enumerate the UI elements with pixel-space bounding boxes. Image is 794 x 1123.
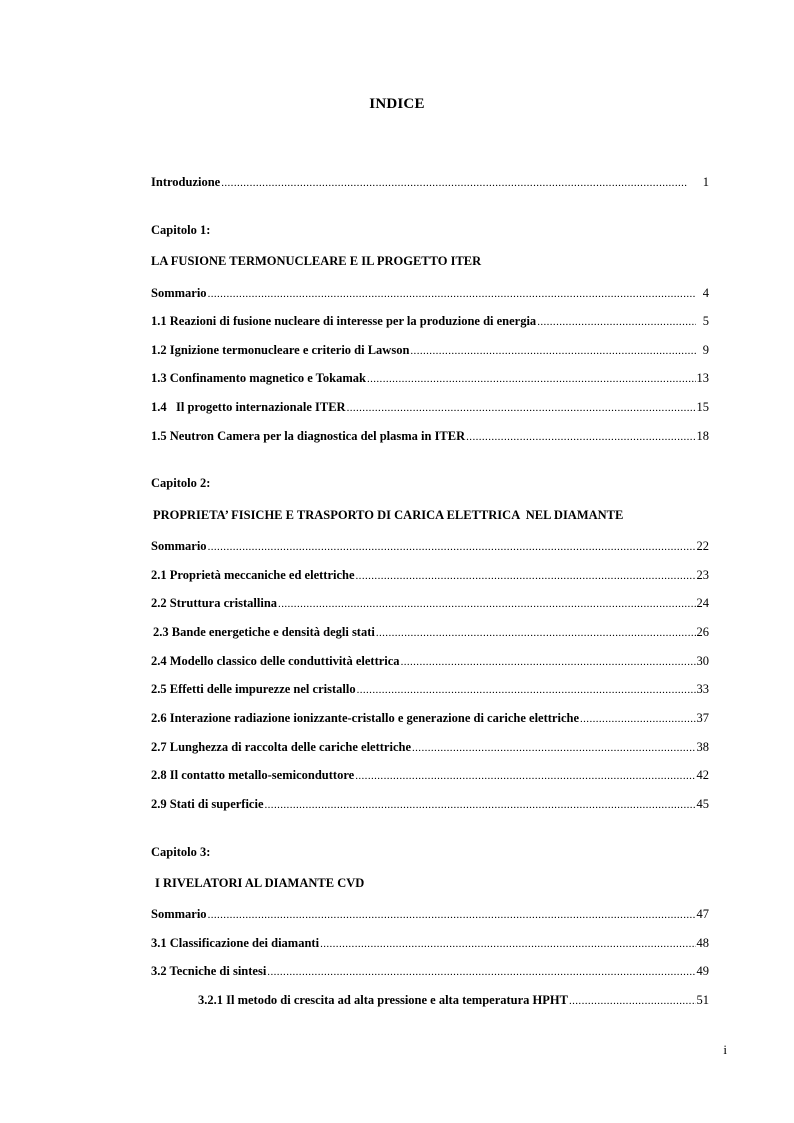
toc-entry-label: 1.1 Reazioni di fusione nucleare di interesse per la produzione di energia bbox=[151, 314, 537, 328]
toc-entry-label: 2.9 Stati di superficie bbox=[151, 797, 264, 811]
toc-entry-label: Introduzione bbox=[151, 175, 221, 189]
toc-entry-page: 26 bbox=[696, 625, 709, 639]
toc-entry-page: 42 bbox=[696, 768, 709, 782]
toc-entry[interactable] bbox=[151, 905, 709, 923]
toc-entry-label: 2.8 Il contatto metallo-semiconduttore bbox=[151, 768, 355, 782]
toc-entry-page: 5 bbox=[702, 314, 709, 328]
dot-leader bbox=[265, 796, 696, 814]
toc-entry-page: 24 bbox=[696, 596, 709, 610]
dot-leader bbox=[356, 567, 696, 585]
toc-entry-label: 3.2 Tecniche di sintesi bbox=[151, 964, 267, 978]
toc-entry-label: 3.2.1 Il metodo di crescita ad alta pressione e alta temperatura HPHT bbox=[198, 993, 568, 1007]
toc-entry[interactable] bbox=[151, 594, 709, 612]
toc-entry[interactable] bbox=[151, 934, 709, 952]
toc-entry[interactable] bbox=[151, 709, 709, 727]
toc-subentry[interactable] bbox=[198, 991, 709, 1009]
toc-entry-page: 9 bbox=[702, 343, 709, 357]
dot-leader bbox=[208, 285, 696, 303]
toc-entry-page: 4 bbox=[702, 286, 709, 300]
chapter-2-heading: Capitolo 2: bbox=[151, 476, 211, 490]
toc-entry-label: 1.3 Confinamento magnetico e Tokamak bbox=[151, 371, 366, 385]
toc-entry[interactable] bbox=[151, 398, 709, 416]
toc-entry[interactable] bbox=[151, 369, 709, 387]
dot-leader bbox=[355, 767, 695, 785]
toc-entry[interactable] bbox=[151, 738, 709, 756]
toc-entry[interactable] bbox=[151, 284, 709, 302]
dot-leader bbox=[412, 739, 696, 757]
dot-leader bbox=[537, 313, 696, 331]
chapter-3-heading: Capitolo 3: bbox=[151, 845, 211, 859]
dot-leader bbox=[221, 174, 688, 192]
toc-entry-page: 37 bbox=[696, 711, 709, 725]
toc-entry[interactable] bbox=[151, 766, 709, 784]
toc-entry-page: 15 bbox=[696, 400, 709, 414]
toc-entry-label: 2.3 Bande energetiche e densità degli stati bbox=[153, 625, 375, 639]
toc-entry-label: 1.4 Il progetto internazionale ITER bbox=[151, 400, 346, 414]
dot-leader bbox=[208, 906, 696, 924]
toc-entry[interactable] bbox=[151, 680, 709, 698]
dot-leader bbox=[401, 653, 696, 671]
toc-entry[interactable] bbox=[151, 341, 709, 359]
toc-entry[interactable] bbox=[151, 962, 709, 980]
dot-leader bbox=[466, 428, 695, 446]
dot-leader bbox=[320, 935, 695, 953]
toc-entry-page: 18 bbox=[696, 429, 709, 443]
toc-entry[interactable] bbox=[151, 623, 709, 641]
toc-entry-page: 38 bbox=[696, 740, 709, 754]
toc-entry-page: 51 bbox=[696, 993, 709, 1007]
toc-entry-page: 45 bbox=[696, 797, 709, 811]
toc-entry-label: 3.1 Classificazione dei diamanti bbox=[151, 936, 320, 950]
toc-entry-page: 47 bbox=[696, 907, 709, 921]
toc-entry-page: 13 bbox=[696, 371, 709, 385]
toc-entry-label: Sommario bbox=[151, 539, 207, 553]
dot-leader bbox=[410, 342, 695, 360]
toc-entry-label: 2.2 Struttura cristallina bbox=[151, 596, 278, 610]
dot-leader bbox=[580, 710, 696, 728]
toc-entry[interactable] bbox=[151, 652, 709, 670]
dot-leader bbox=[267, 963, 695, 981]
toc-entry-label: 1.5 Neutron Camera per la diagnostica del plasma in ITER bbox=[151, 429, 466, 443]
toc-entry-page: 48 bbox=[696, 936, 709, 950]
chapter-3-title: I RIVELATORI AL DIAMANTE CVD bbox=[155, 876, 365, 890]
toc-entry-page: 23 bbox=[696, 568, 709, 582]
toc-entry[interactable] bbox=[151, 566, 709, 584]
toc-entry-label: Sommario bbox=[151, 907, 207, 921]
toc-entry[interactable] bbox=[151, 312, 709, 330]
toc-entry-page: 30 bbox=[696, 654, 709, 668]
toc-entry-label: 2.1 Proprietà meccaniche ed elettriche bbox=[151, 568, 355, 582]
toc-entry-page: 33 bbox=[696, 682, 709, 696]
chapter-1-title: LA FUSIONE TERMONUCLEARE E IL PROGETTO ITER bbox=[151, 254, 482, 268]
toc-entry-label: 2.7 Lunghezza di raccolta delle cariche elettriche bbox=[151, 740, 411, 754]
toc-entry-label: 2.5 Effetti delle impurezze nel cristallo bbox=[151, 682, 356, 696]
page-number: i bbox=[723, 1042, 727, 1057]
dot-leader bbox=[208, 538, 696, 556]
dot-leader bbox=[376, 624, 696, 642]
dot-leader bbox=[569, 992, 696, 1010]
toc-entry-page: 1 bbox=[702, 175, 709, 189]
toc-entry-page: 49 bbox=[696, 964, 709, 978]
dot-leader bbox=[278, 595, 695, 613]
toc-entry[interactable] bbox=[151, 427, 709, 445]
chapter-1-heading: Capitolo 1: bbox=[151, 223, 211, 237]
dot-leader bbox=[357, 681, 696, 699]
toc-entry-label: 2.6 Interazione radiazione ionizzante-cristallo e generazione di cariche elettriche bbox=[151, 711, 579, 725]
toc-entry-introduzione[interactable] bbox=[151, 173, 709, 191]
page-title: INDICE bbox=[369, 96, 425, 112]
toc-entry-label: 2.4 Modello classico delle conduttività elettrica bbox=[151, 654, 400, 668]
toc-entry-label: Sommario bbox=[151, 286, 207, 300]
dot-leader bbox=[347, 399, 696, 417]
toc-entry-label: 1.2 Ignizione termonucleare e criterio di Lawson bbox=[151, 343, 410, 357]
dot-leader bbox=[367, 370, 696, 388]
chapter-2-title: PROPRIETA’ FISICHE E TRASPORTO DI CARICA ELETTRICA NEL DIAMANTE bbox=[153, 508, 624, 522]
toc-entry[interactable] bbox=[151, 537, 709, 555]
toc-entry[interactable] bbox=[151, 795, 709, 813]
toc-entry-page: 22 bbox=[696, 539, 709, 553]
